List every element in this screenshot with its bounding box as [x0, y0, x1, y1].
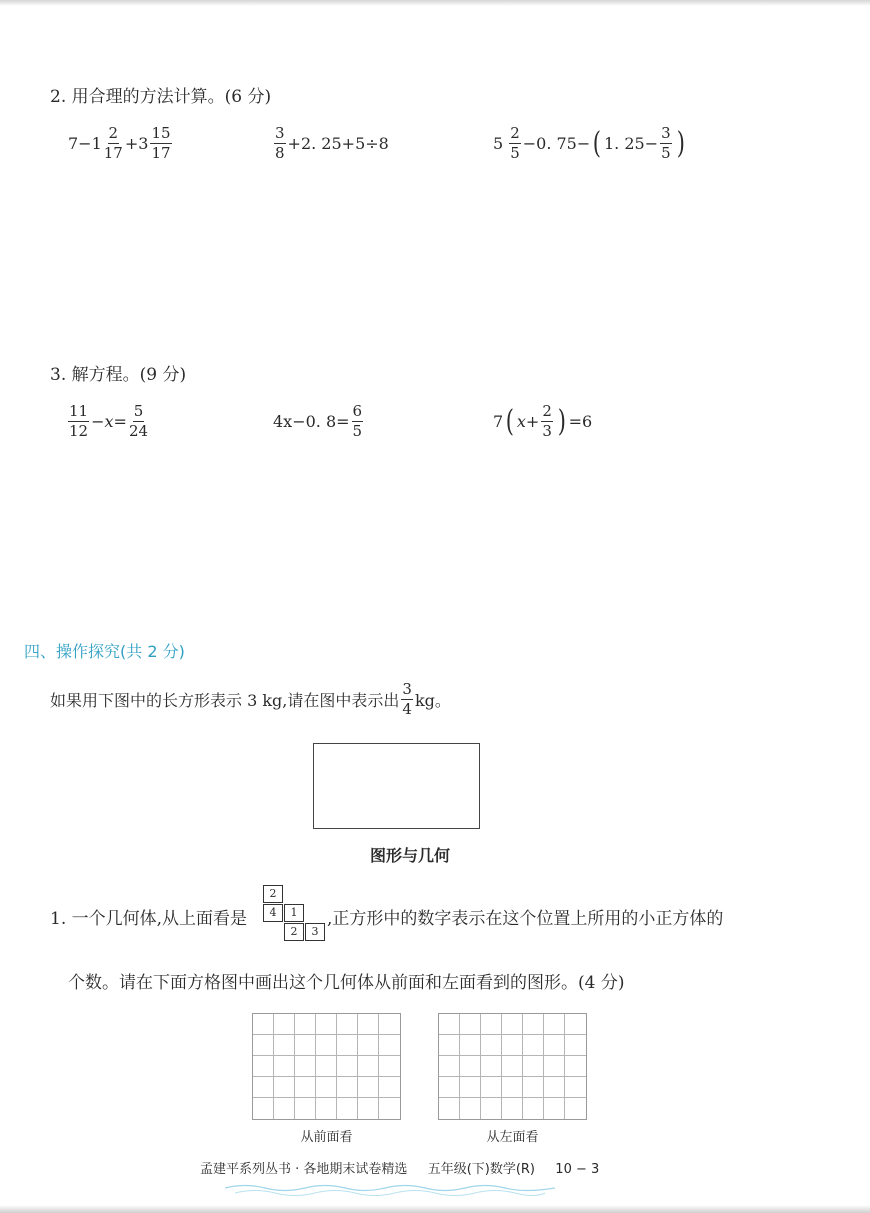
grid-cell[interactable] [523, 1014, 544, 1035]
fraction-denominator: 17 [151, 144, 171, 162]
grid-cell[interactable] [439, 1035, 460, 1056]
top-view-square: 3 [305, 923, 325, 941]
grid-cell[interactable] [460, 1077, 481, 1098]
question-2-title: 2. 用合理的方法计算。(6 分) [50, 87, 272, 107]
grid-cell[interactable] [502, 1098, 523, 1119]
fraction-denominator: 24 [128, 422, 149, 440]
grid-cell[interactable] [337, 1077, 358, 1098]
fraction-denominator: 5 [352, 422, 363, 440]
grid-cell[interactable] [544, 1077, 565, 1098]
grid-cell[interactable] [274, 1077, 295, 1098]
footer-page-number: 10 − 3 [555, 1162, 600, 1177]
fraction-denominator: 3 [542, 422, 552, 440]
fraction-numerator: 2 [542, 402, 552, 420]
grid-cell[interactable] [439, 1014, 460, 1035]
q3-e3-part-c: =6 [568, 412, 593, 431]
grid-cell[interactable] [274, 1035, 295, 1056]
grid-cell[interactable] [253, 1077, 274, 1098]
grid-cell[interactable] [565, 1035, 586, 1056]
grid-cell[interactable] [481, 1014, 502, 1035]
top-view-figure [261, 885, 327, 945]
instruction-fraction [401, 682, 413, 717]
grid-cell[interactable] [481, 1056, 502, 1077]
q3-e1-fraction-2 [129, 404, 148, 439]
grid-cell[interactable] [253, 1035, 274, 1056]
q3-e2-fraction-1 [352, 404, 364, 439]
question-3-title: 3. 解方程。(9 分) [50, 365, 187, 385]
footer-series: 孟建平系列丛书 · 各地期末试卷精选 [200, 1162, 408, 1177]
geometry-heading: 图形与几何 [369, 846, 450, 865]
fraction-denominator: 5 [510, 144, 520, 162]
grid-cell[interactable] [523, 1056, 544, 1077]
grid-cell[interactable] [358, 1035, 379, 1056]
grid-cell[interactable] [379, 1098, 400, 1119]
fraction-numerator: 3 [661, 124, 671, 142]
q3-e2-part-a: 4x−0. 8= [273, 412, 350, 431]
right-parenthesis: ) [676, 125, 685, 161]
grid-cell[interactable] [502, 1056, 523, 1077]
left-view-grid[interactable] [438, 1013, 587, 1120]
q2-e2-fraction-1 [274, 126, 286, 161]
grid-cell[interactable] [544, 1056, 565, 1077]
grid-cell[interactable] [295, 1035, 316, 1056]
q3-equation-3 [493, 404, 592, 439]
grid-cell[interactable] [337, 1014, 358, 1035]
q2-e1-part-b: +3 [124, 134, 149, 153]
grid-cell[interactable] [565, 1056, 586, 1077]
grid-cell[interactable] [460, 1014, 481, 1035]
grid-cell[interactable] [295, 1056, 316, 1077]
grid-cell[interactable] [316, 1014, 337, 1035]
scan-bottom-edge [0, 1205, 870, 1213]
grid-cell[interactable] [439, 1098, 460, 1119]
q2-e3-fraction-2 [660, 126, 672, 161]
grid-cell[interactable] [502, 1035, 523, 1056]
fraction-numerator: 6 [352, 402, 363, 420]
grid-cell[interactable] [439, 1056, 460, 1077]
fraction-denominator: 12 [69, 422, 89, 440]
grid-cell[interactable] [295, 1098, 316, 1119]
q2-e3-part-b: −0. 75− [522, 134, 591, 153]
grid-cell[interactable] [358, 1056, 379, 1077]
front-view-grid[interactable] [252, 1013, 401, 1120]
front-view-caption: 从前面看 [300, 1130, 353, 1145]
q2-e1-fraction-2 [150, 126, 171, 161]
section-4-title: 四、操作探究(共 2 分) [24, 642, 185, 661]
footer [200, 1158, 599, 1177]
instruction-text-before: 如果用下图中的长方形表示 3 kg,请在图中表示出 [50, 691, 400, 710]
top-view-square: 2 [284, 923, 304, 941]
grid-cell[interactable] [565, 1077, 586, 1098]
left-view-caption: 从左面看 [486, 1130, 539, 1145]
fraction-numerator: 2 [510, 124, 520, 142]
q3-e3-fraction-1 [541, 404, 553, 439]
left-parenthesis: ( [593, 125, 602, 161]
grid-cell[interactable] [379, 1077, 400, 1098]
grid-cell[interactable] [565, 1014, 586, 1035]
grid-cell[interactable] [274, 1098, 295, 1119]
grid-cell[interactable] [481, 1035, 502, 1056]
grid-cell[interactable] [337, 1098, 358, 1119]
q3-equation-2 [273, 404, 365, 439]
fraction-numerator: 11 [69, 402, 89, 420]
grid-cell[interactable] [379, 1014, 400, 1035]
q2-expression-2 [272, 126, 389, 161]
fraction-denominator: 4 [402, 700, 412, 718]
geometry-q1-line2: 个数。请在下面方格图中画出这个几何体从前面和左面看到的图形。(4 分) [68, 973, 625, 993]
right-parenthesis: ) [557, 403, 566, 439]
grid-cell[interactable] [358, 1098, 379, 1119]
grid-cell[interactable] [316, 1035, 337, 1056]
fraction-numerator: 3 [402, 680, 412, 698]
q2-e1-part-a: 7−1 [68, 134, 102, 153]
fraction-numerator: 15 [151, 124, 171, 142]
grid-cell[interactable] [460, 1035, 481, 1056]
top-view-square: 1 [284, 904, 304, 922]
grid-cell[interactable] [337, 1056, 358, 1077]
instruction-text-after: kg。 [414, 691, 451, 710]
grid-cell[interactable] [358, 1014, 379, 1035]
left-parenthesis: ( [505, 403, 515, 439]
geometry-q1-prefix: 1. 一个几何体,从上面看是 [50, 909, 248, 929]
section-4-instruction [50, 682, 451, 717]
fraction-denominator: 5 [661, 144, 671, 162]
q2-e3-part-c: 1. 25− [603, 134, 659, 153]
grid-cell[interactable] [523, 1077, 544, 1098]
grid-cell[interactable] [439, 1077, 460, 1098]
top-view-square: 2 [263, 885, 283, 903]
answer-rectangle[interactable] [313, 743, 480, 829]
grid-cell[interactable] [544, 1014, 565, 1035]
top-view-square: 4 [263, 904, 283, 922]
grid-cell[interactable] [502, 1077, 523, 1098]
fraction-denominator: 8 [275, 144, 285, 162]
grid-cell[interactable] [379, 1035, 400, 1056]
q3-equation-1 [66, 404, 150, 439]
grid-cell[interactable] [379, 1056, 400, 1077]
footer-grade: 五年级(下)数学(R) [427, 1162, 536, 1177]
q2-e3-fraction-1 [509, 126, 521, 161]
q2-e3-part-a: 5 [493, 134, 504, 153]
grid-cell[interactable] [565, 1098, 586, 1119]
fraction-numerator: 2 [108, 124, 119, 142]
grid-cell[interactable] [316, 1077, 337, 1098]
grid-cell[interactable] [523, 1098, 544, 1119]
scan-top-edge [0, 0, 870, 6]
q3-e3-part-a: 7 [493, 412, 504, 431]
grid-cell[interactable] [481, 1077, 502, 1098]
q2-e1-fraction-1 [104, 126, 123, 161]
grid-cell[interactable] [358, 1077, 379, 1098]
footer-wave-decoration [225, 1183, 555, 1197]
grid-cell[interactable] [460, 1098, 481, 1119]
grid-cell[interactable] [295, 1014, 316, 1035]
geometry-q1-suffix: ,正方形中的数字表示在这个位置上所用的小正方体的 [327, 909, 724, 929]
q3-e3-part-b: x+ [516, 412, 540, 431]
q2-expression-3 [493, 126, 687, 161]
grid-cell[interactable] [460, 1056, 481, 1077]
q2-expression-1 [68, 126, 174, 161]
q3-e1-part-b: −x= [91, 412, 127, 431]
q3-e1-fraction-1 [68, 404, 89, 439]
grid-cell[interactable] [316, 1056, 337, 1077]
grid-cell[interactable] [253, 1098, 274, 1119]
grid-cell[interactable] [316, 1098, 337, 1119]
grid-cell[interactable] [481, 1098, 502, 1119]
grid-cell[interactable] [274, 1056, 295, 1077]
grid-cell[interactable] [502, 1014, 523, 1035]
grid-cell[interactable] [274, 1014, 295, 1035]
grid-cell[interactable] [253, 1056, 274, 1077]
q2-e2-part-b: +2. 25+5÷8 [287, 134, 389, 153]
grid-cell[interactable] [337, 1035, 358, 1056]
fraction-numerator: 5 [133, 402, 144, 420]
grid-cell[interactable] [295, 1077, 316, 1098]
grid-cell[interactable] [253, 1014, 274, 1035]
fraction-denominator: 17 [103, 144, 123, 162]
grid-cell[interactable] [544, 1098, 565, 1119]
grid-cell[interactable] [523, 1035, 544, 1056]
grid-cell[interactable] [544, 1035, 565, 1056]
fraction-numerator: 3 [275, 124, 285, 142]
